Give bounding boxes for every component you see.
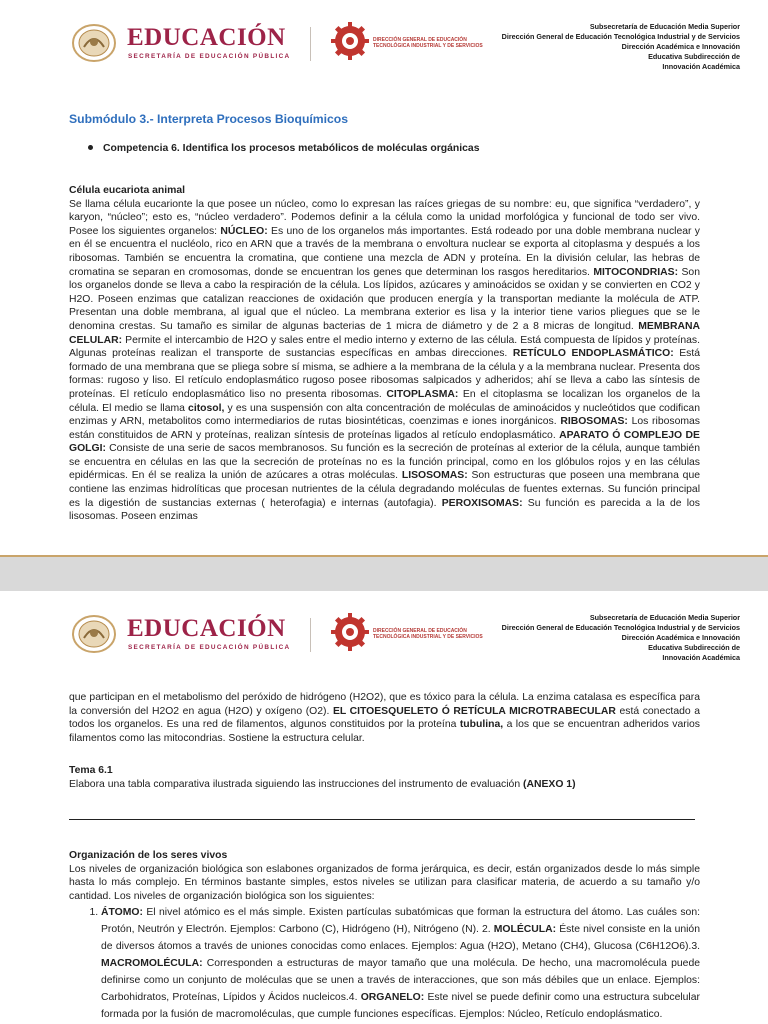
term-label: RIBOSOMAS: [560, 416, 628, 428]
institution-line: Educativa Subdirección de [648, 52, 740, 61]
body-paragraph [69, 691, 700, 745]
submodule-heading: Submódulo 3.- Interpreta Procesos Bioquímicos [69, 112, 349, 126]
text-run: Son estructuras que poseen una membrana que contiene las enzimas hidrolíticas que procesan nutrientes de la célula degradando moléculas de fuentes externas. Su función principal es la digestión de sustancias externas ( heterofagia) e internas (autofagia). [69, 470, 701, 509]
term-label: CITOPLASMA: [386, 388, 459, 400]
organization-section [69, 849, 700, 903]
term-label: PEROXISOMAS: [441, 497, 523, 509]
text-run: Se llama célula eucarionte la que posee un núcleo, como lo expresan las raíces griegas de su nombre: eu, que significa “verdadero”, y karyon, “núcleo”; esto es, “núcleo verdadero”. Podemos definir a la célula como la unidad morfológica y funcional de todo ser vivo. Posee los siguientes organelos: [69, 198, 700, 237]
text-run: Éste nivel consiste en la unión de diversos átomos a través de uniones conocidas como enlaces. Ejemplos: Agua (H2O), Metano (CH4), Glucosa (C6H12O6).3. [101, 924, 700, 952]
term-label: citosol, [188, 402, 225, 414]
institution-info [502, 613, 740, 663]
dgeti-gear-logo-icon [331, 22, 369, 60]
term-label: LISOSOMAS: [401, 470, 468, 482]
task-instruction [69, 778, 700, 792]
term-label: MOLÉCULA: [493, 924, 557, 935]
text-run: y es una suspensión con alta concentración de moléculas de aminoácidos y nucleótidos que codifican enzimas y ARN, metabolitos como intermediarios de rutas biosintéticas, coenzimas e iones inorgánicos. [69, 402, 700, 428]
institution-line: Innovación Académica [662, 62, 740, 71]
text-run: Permite el intercambio de H2O y sales entre el medio interno y externo de las célula. Está compuesta de lípidos y proteínas. Algunas proteínas realizan el transporte de sustancias específicas en ambas direcciones. [69, 334, 700, 360]
section-heading: Organización de los seres vivos [69, 850, 228, 861]
term-label: RETÍCULO ENDOPLASMÁTICO: [512, 348, 674, 360]
institution-line: Dirección General de Educación Tecnológica Industrial y de Servicios [501, 623, 740, 632]
brand-subtitle: SECRETARÍA DE EDUCACIÓN PÚBLICA [128, 53, 291, 60]
logo-divider [310, 27, 311, 61]
institution-line: Dirección General de Educación Tecnológica Industrial y de Servicios [501, 32, 740, 41]
brand-subtitle: SECRETARÍA DE EDUCACIÓN PÚBLICA [128, 644, 291, 651]
text-run: Los ribosomas están constituidos de ARN y proteínas, realizan síntesis de proteínas ligados al retículo endoplasmático. [69, 416, 700, 441]
text-run: a los que se encuentran adheridos varios filamentos como las mitocondrias. Sostiene la estructura celular. [69, 719, 700, 744]
dgeti-caption [373, 628, 483, 640]
dgeti-caption-line: TECNOLÓGICA INDUSTRIAL Y DE SERVICIOS [373, 43, 483, 49]
dgeti-caption-line: TECNOLÓGICA INDUSTRIAL Y DE SERVICIOS [373, 634, 483, 640]
logo-divider [310, 618, 311, 652]
list-item [101, 904, 700, 1023]
dgeti-caption-line: DIRECCIÓN GENERAL DE EDUCACIÓN [373, 628, 467, 634]
dgeti-caption-line: DIRECCIÓN GENERAL DE EDUCACIÓN [373, 37, 467, 43]
section-heading: Tema 6.1 [69, 765, 113, 776]
text-run: Es uno de los organelos más importantes. Está rodeado por una doble membrana nuclear y en él se encuentra el nucléolo, rico en ARN que a través de la membrana o envoltura nuclear se exporta al citoplasma y después a los ribosomas. También se encuentra la cromatina, que contiene una mezcla de ADN y proteína. En la división celular, las hebras de cromatina se separan en cromosomas, donde se encuentran los genes que determinan los rasgos hereditarios. [69, 225, 701, 278]
term-label: NÚCLEO: [220, 225, 268, 237]
institution-info [502, 22, 740, 72]
annex-label: (ANEXO 1) [523, 778, 576, 790]
brand-wordmark: EDUCACIÓN [127, 24, 286, 51]
body-paragraph: Los niveles de organización biológica son eslabones organizados de forma jerárquica, es decir, están organizados desde lo más simple hasta lo más complejo. En términos bastante simples, estos niveles se utilizan para clasificar materia, de acuerdo a su tamaño y/o cantidad. Los niveles de organización biológica son los siguientes: [69, 863, 700, 902]
institution-line: Subsecretaría de Educación Media Superior [589, 613, 740, 622]
bullet-icon [88, 145, 93, 150]
term-label: EL CITOESQUELETO Ó RETÍCULA MICROTRABECULAR [332, 705, 616, 717]
levels-list [69, 904, 700, 1023]
institution-line: Dirección Académica e Innovación [621, 42, 740, 51]
brand-wordmark: EDUCACIÓN [127, 615, 286, 642]
horizontal-rule [69, 819, 695, 820]
page-header [0, 591, 768, 671]
task-section [69, 764, 700, 791]
text-run: Este nivel se puede definir como una estructura subcelular formada por la fusión de macromoléculas, que cumple funciones específicas. Ejemplos: Núcleo, Retículo endoplásmatico. [101, 992, 700, 1020]
institution-line: Subsecretaría de Educación Media Superior [589, 22, 740, 31]
text-run: El nivel atómico es el más simple. Existen partículas subatómicas que forman la estructura del átomo. Las cuáles son: Protón, Neutrón y Electrón. Ejemplos: Carbono (C), Hidrógeno (H), Nitrógeno (N). 2. [101, 907, 700, 935]
term-label: APARATO Ó COMPLEJO DE GOLGI: [69, 429, 700, 455]
cell-section [69, 184, 700, 524]
text-run: Son los organelos donde se lleva a cabo la respiración de la célula. Los lípidos, azúcares y aminoácidos se oxidan y se convierten en CO2 y H2O. Poseen enzimas que catalizan reacciones de oxidación que producen energía y la transportan mediante la molécula de ATP. Presentan una doble membrana, al igual que el núcleo. La membrana exterior es lisa y la interior tiene varios pliegues que se le denomina crestas. Su tamaño es similar de algunas bacterias de 1 micra de diámetro y de 2 a 8 micras de longitud. [69, 266, 700, 332]
term-label: MITOCONDRIAS: [593, 266, 679, 278]
term-label: MEMBRANA CELULAR: [69, 320, 700, 346]
text-run: Consiste de una serie de sacos membranosos. Su función es la secreción de proteínas al exterior de la célula, aunque también se encuentra en células en las que la secreción de proteínas no es la función principal, como en los glóbulos rojos y en las células epidérmicas. En él se realiza la unión de azúcares a otras moléculas. [69, 443, 700, 482]
national-seal-icon [70, 614, 118, 654]
text-run: Corresponden a estructuras de mayor tamaño que una molécula. De hecho, una macromolécula puede definirse como un conjunto de moléculas que se unen a través de interacciones, que son más débiles que un enlace. Ejemplos: Carbohidratos, Proteínas, Lípidos y Ácidos nucleicos.4. [101, 958, 700, 1003]
text-run: Está formado de una membrana que se pliega sobre sí misma, se adhiere a la membrana de la célula y a la membrana nuclear. Presenta dos formas: rugoso y liso. El retículo endoplasmático rugoso posee ribosomas salpicados y adheridos; ahí se lleva a cabo las síntesis de proteínas. El retículo endoplasmático liso no presenta ribosomas. [69, 348, 700, 400]
term-label: ÁTOMO: [101, 907, 143, 918]
term-label: ORGANELO: [360, 992, 425, 1003]
section-heading: Célula eucariota animal [69, 185, 186, 196]
dgeti-gear-logo-icon [331, 613, 369, 651]
text-run: que participan en el metabolismo del peróxido de hidrógeno (H2O2), que es tóxico para la célula. La enzima catalasa es específica para la conversión del H2O2 en agua (H2O) y oxígeno (O2). [69, 692, 700, 717]
page-header [0, 0, 768, 80]
dgeti-caption [373, 37, 483, 49]
text-run: Su función es parecida a la de los lisosomas. Poseen enzimas [69, 497, 700, 523]
body-paragraph [69, 198, 700, 524]
national-seal-icon [70, 23, 118, 63]
term-label: tubulina, [459, 719, 504, 731]
institution-line: Educativa Subdirección de [648, 643, 740, 652]
institution-line: Innovación Académica [662, 653, 740, 662]
competency-bullet [88, 143, 480, 154]
text-run: En el citoplasma se localizan los organelos de la célula. El medio se llama [69, 388, 700, 414]
text-run: Elabora una tabla comparativa ilustrada siguiendo las instrucciones del instrumento de evaluación [69, 778, 523, 790]
competency-text: Competencia 6. Identifica los procesos metabólicos de moléculas orgánicas [103, 143, 480, 154]
page-divider [0, 555, 768, 557]
term-label: MACROMOLÉCULA: [101, 958, 203, 969]
text-run: está conectado a todos los organelos. Es una red de filamentos, algunos constituidos por la proteína [69, 705, 701, 731]
institution-line: Dirección Académica e Innovación [621, 633, 740, 642]
